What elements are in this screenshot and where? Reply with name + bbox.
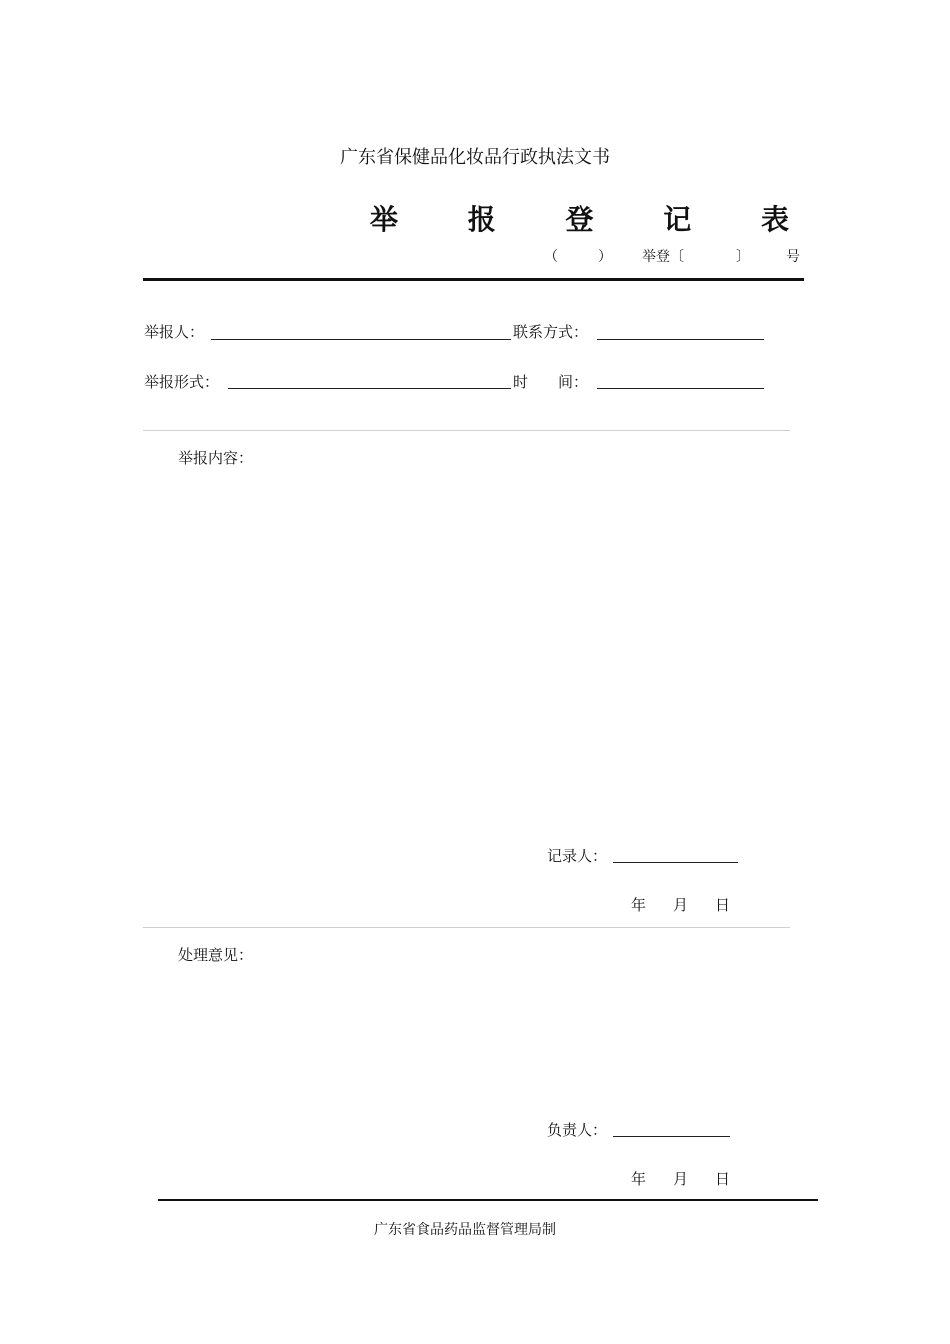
opinion-date-month: 月 (673, 1170, 689, 1188)
opinion-area[interactable] (178, 968, 778, 1108)
content-date-day: 日 (715, 896, 731, 914)
time-input-line[interactable] (597, 388, 764, 389)
doc-number-prefix: 举登〔 (642, 249, 684, 265)
report-content-label: 举报内容： (178, 449, 254, 467)
doc-number-close-bracket: 〕 (736, 249, 750, 265)
recorder-label: 记录人： (547, 847, 608, 865)
section-divider-2 (143, 927, 790, 928)
section-divider-1 (143, 430, 790, 431)
opinion-date-year: 年 (631, 1170, 647, 1188)
doc-number-close-paren: ） (598, 249, 612, 265)
doc-number-suffix: 号 (786, 249, 800, 265)
content-date-month: 月 (673, 896, 689, 914)
time-label: 时 间： (513, 373, 589, 391)
opinion-label: 处理意见： (178, 946, 254, 964)
contact-label: 联系方式： (513, 323, 589, 341)
recorder-input-line[interactable] (613, 862, 738, 863)
reporter-input-line[interactable] (211, 339, 511, 340)
reporter-label: 举报人： (144, 323, 205, 341)
doc-number-open-paren: （ (544, 249, 558, 265)
responsible-label: 负责人： (547, 1121, 608, 1139)
report-form-label: 举报形式： (144, 373, 220, 391)
content-date-year: 年 (631, 896, 647, 914)
opinion-date-day: 日 (715, 1170, 731, 1188)
contact-input-line[interactable] (597, 339, 764, 340)
issuer-footer: 广东省食品药品监督管理局制 (374, 1222, 556, 1238)
responsible-input-line[interactable] (613, 1136, 730, 1137)
header-thick-rule (143, 278, 804, 281)
agency-header: 广东省保健品化妆品行政执法文书 (340, 147, 610, 168)
footer-rule (158, 1199, 818, 1201)
document-title: 举 报 登 记 表 (370, 203, 819, 236)
report-content-area[interactable] (178, 470, 778, 830)
report-form-input-line[interactable] (228, 388, 511, 389)
